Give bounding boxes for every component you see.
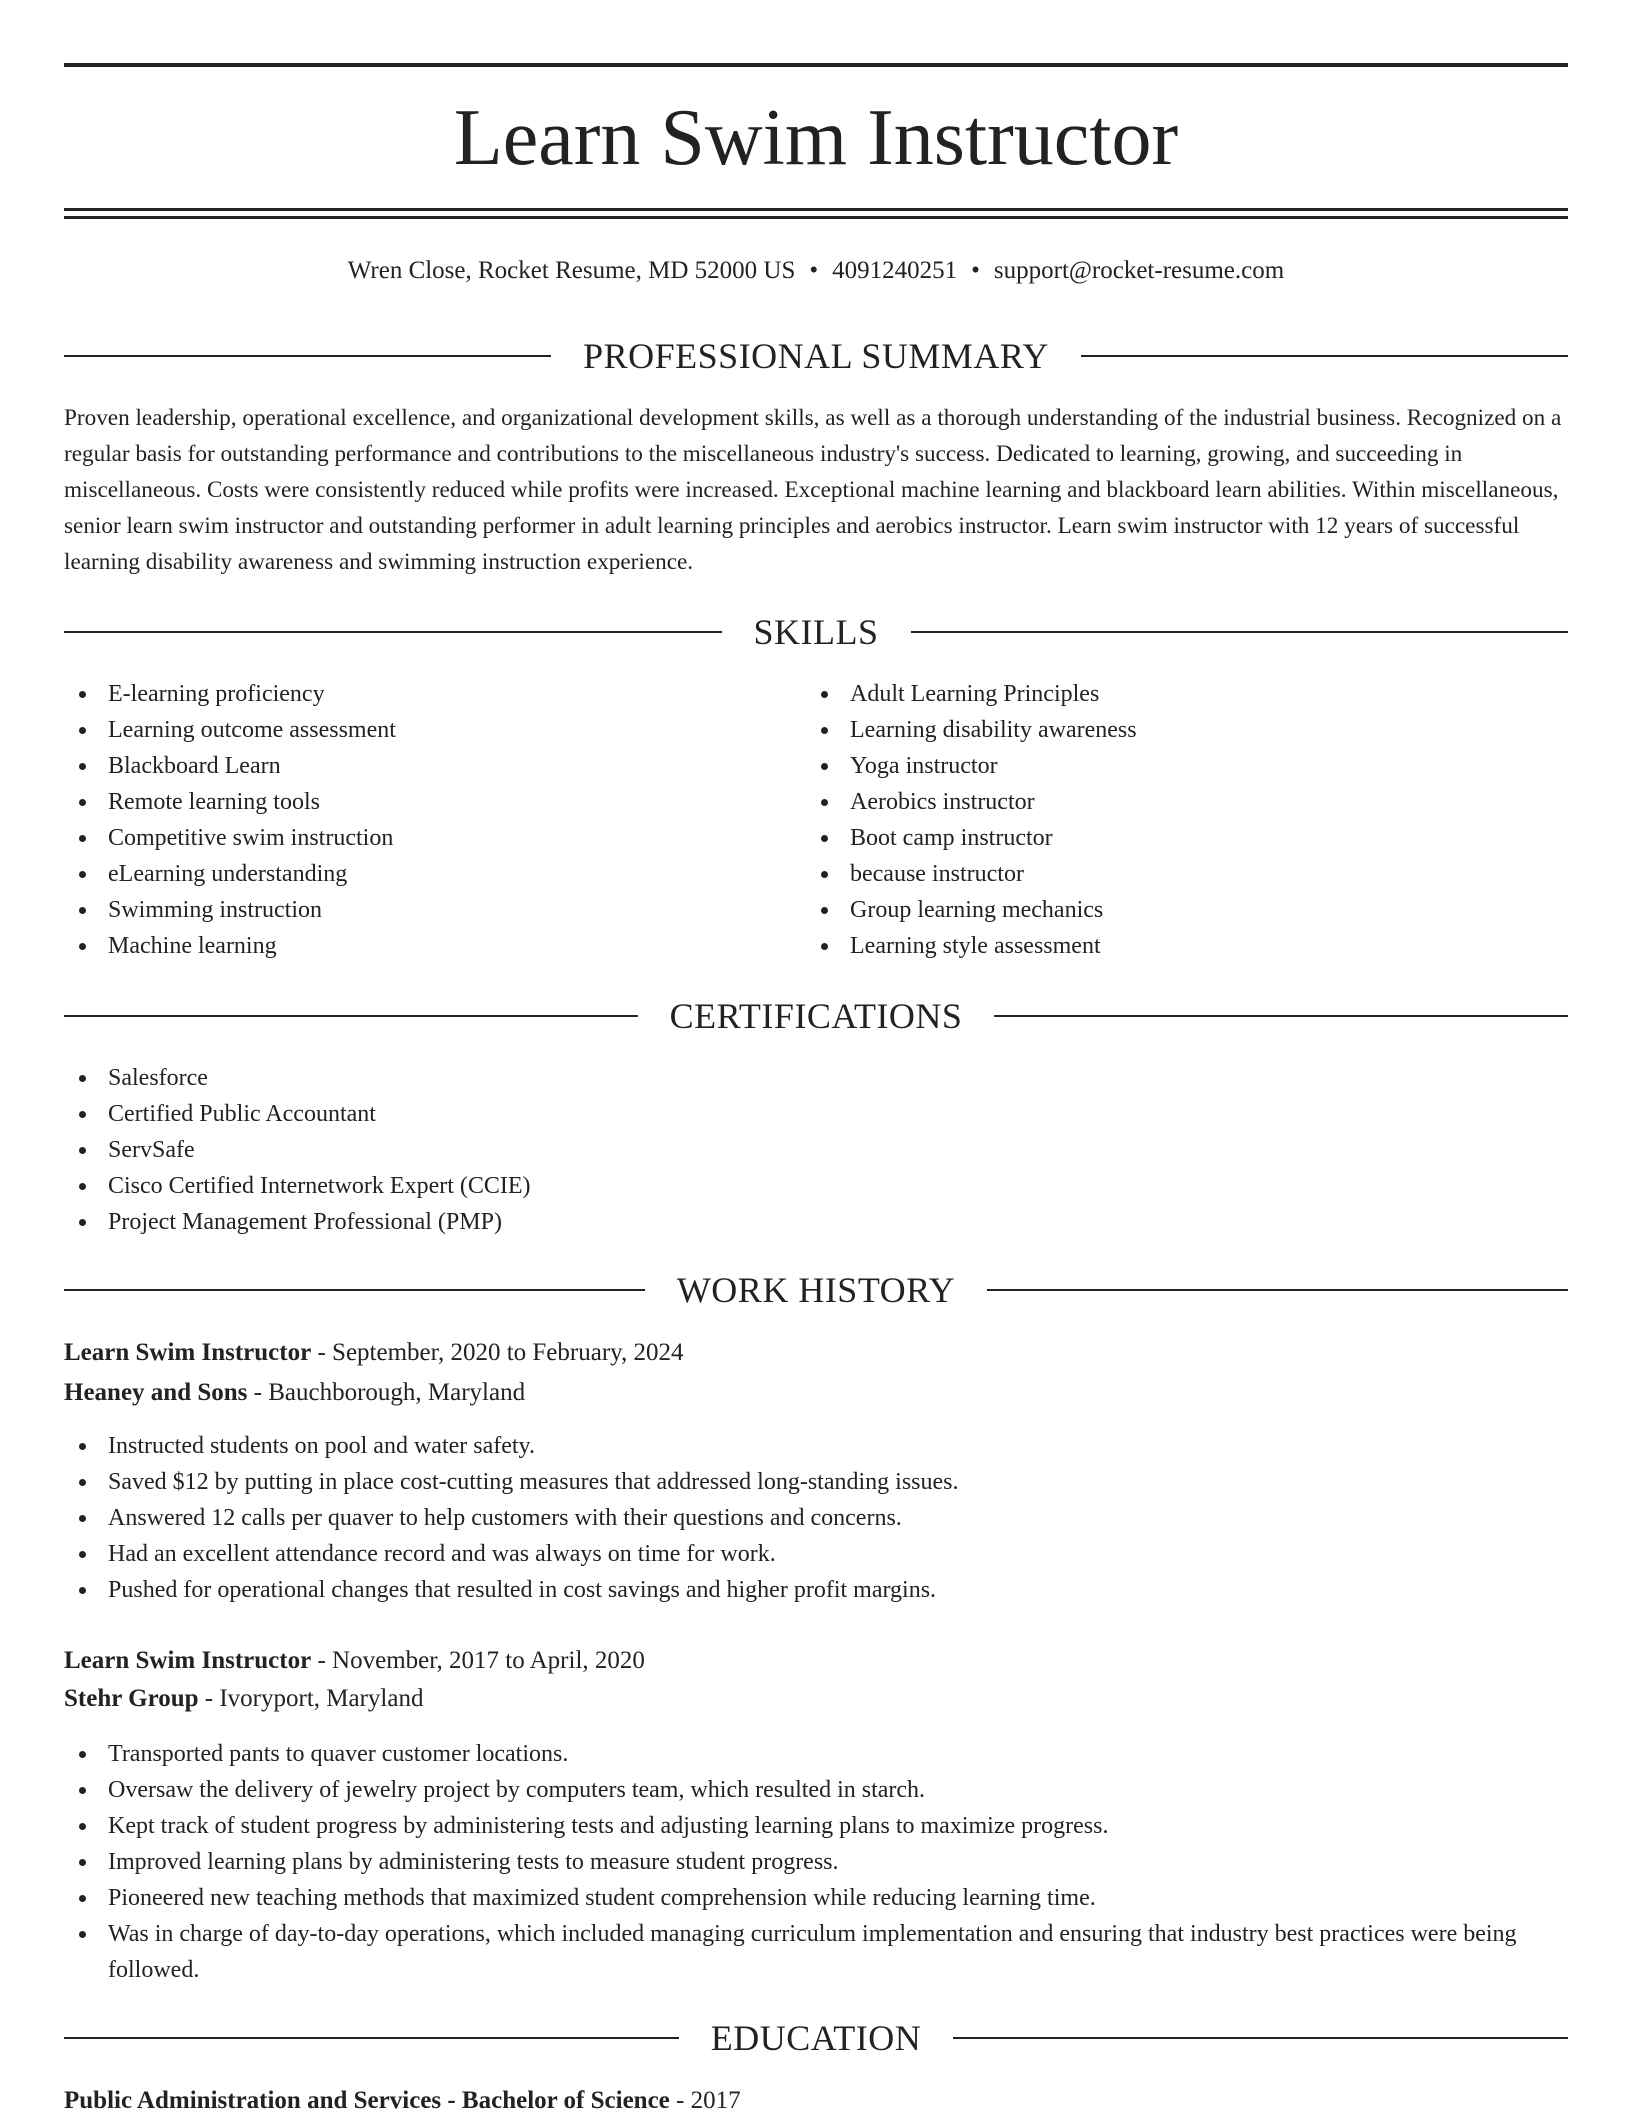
job-bullets [64,1428,1568,1608]
contact-separator: • [809,257,819,284]
job-company-line [64,1680,1568,1718]
job-bullet: Transported pants to quaver customer locations. [64,1736,1568,1772]
job-bullet: Pioneered new teaching methods that maximized student comprehension while reducing learning time. [64,1880,1568,1916]
contact-email: support@rocket-resume.com [993,257,1285,284]
section-heading-certifications [64,994,1568,1038]
summary-text: Proven leadership, operational excellence, and organizational development skills, as well as a thorough understanding of the industrial business. Recognized on a regular basis for outstanding performance and contributions to the miscellaneous industry's success. Dedicated to learning, growing, and succeeding in miscellaneous. Costs were consistently reduced while profits were increased. Exceptional machine learning and blackboard learn abilities. Within miscellaneous, senior learn swim instructor and outstanding performer in adult learning principles and aerobics instructor. Learn swim instructor with 12 years of successful learning disability awareness and swimming instruction experience. [64,405,1562,575]
job-bullet: Was in charge of day-to-day operations, which included managing curriculum implementation and ensuring that industry best practices were being followed. [64,1916,1568,1988]
job-title: Learn Swim Instructor [64,1647,312,1674]
skill-item: eLearning understanding [64,856,804,892]
section-heading-skills [64,610,1568,654]
skills-list-right [806,676,1568,964]
contact-address: Wren Close, Rocket Resume, MD 52000 US [347,257,796,284]
section-title: CERTIFICATIONS [669,996,963,1036]
section-title: WORK HISTORY [676,1270,956,1310]
skills-list-left [64,676,804,964]
job-bullet: Improved learning plans by administering tests to measure student progress. [64,1844,1568,1880]
header-double-rule-upper [64,208,1568,211]
heading-rule [994,1015,1568,1017]
skill-item: Learning outcome assessment [64,712,804,748]
job-bullets [64,1736,1568,1988]
skill-item: Adult Learning Principles [806,676,1568,712]
header-double-rule-lower [64,216,1568,219]
education-degree: Public Administration and Services - Bachelor of Science [64,2087,670,2114]
job-dates: - September, 2020 to February, 2024 [311,1339,684,1366]
job-company: Stehr Group [64,1685,199,1712]
job-bullet: Kept track of student progress by administering tests and adjusting learning plans to maximize progress. [64,1808,1568,1844]
certifications-list [64,1060,1568,1240]
heading-rule [911,631,1569,633]
skill-item: Competitive swim instruction [64,820,804,856]
job-bullet: Oversaw the delivery of jewelry project by computers team, which resulted in starch. [64,1772,1568,1808]
job-dates: - November, 2017 to April, 2020 [311,1647,645,1674]
certification-item: Cisco Certified Internetwork Expert (CCIE) [64,1168,1568,1204]
job-bullet: Instructed students on pool and water safety. [64,1428,1568,1464]
job-title-line [64,1642,1568,1680]
skill-item: Blackboard Learn [64,748,804,784]
heading-rule [64,355,551,357]
skill-item: E-learning proficiency [64,676,804,712]
heading-rule [64,2037,679,2039]
certification-item: Certified Public Accountant [64,1096,1568,1132]
section-title: SKILLS [753,612,879,652]
skill-item: Group learning mechanics [806,892,1568,928]
heading-rule [953,2037,1568,2039]
heading-rule [64,1289,645,1291]
section-heading-summary [64,334,1568,378]
skill-item: Aerobics instructor [806,784,1568,820]
job-bullet: Saved $12 by putting in place cost-cutting measures that addressed long-standing issues. [64,1464,1568,1500]
heading-rule [987,1289,1568,1291]
heading-rule [1081,355,1568,357]
certification-item: Project Management Professional (PMP) [64,1204,1568,1240]
contact-line [64,254,1568,288]
job-bullet: Answered 12 calls per quaver to help customers with their questions and concerns. [64,1500,1568,1536]
education-year: - 2017 [669,2087,741,2114]
skill-item: Learning style assessment [806,928,1568,964]
job-bullet: Pushed for operational changes that resulted in cost savings and higher profit margins. [64,1572,1568,1608]
job-location: - Bauchborough, Maryland [247,1379,526,1406]
certification-item: Salesforce [64,1060,1568,1096]
skill-item: Machine learning [64,928,804,964]
job-company: Heaney and Sons [64,1379,248,1406]
skill-item: Yoga instructor [806,748,1568,784]
section-heading-work-history [64,1268,1568,1312]
certification-item: ServSafe [64,1132,1568,1168]
section-title: EDUCATION [710,2018,922,2058]
job-company-line [64,1374,1568,1412]
education-line [64,2082,1568,2120]
candidate-name: Learn Swim Instructor [453,94,1179,182]
section-title: PROFESSIONAL SUMMARY [583,336,1049,376]
skill-item: Boot camp instructor [806,820,1568,856]
heading-rule [64,631,722,633]
top-rule [64,63,1568,67]
skill-item: because instructor [806,856,1568,892]
contact-phone: 4091240251 [832,257,958,284]
contact-separator: • [971,257,980,284]
job-location: - Ivoryport, Maryland [198,1685,424,1712]
job-bullet: Had an excellent attendance record and was always on time for work. [64,1536,1568,1572]
skill-item: Swimming instruction [64,892,804,928]
job-title-line [64,1334,1568,1372]
skill-item: Learning disability awareness [806,712,1568,748]
skill-item: Remote learning tools [64,784,804,820]
heading-rule [64,1015,638,1017]
section-heading-education [64,2016,1568,2060]
job-title: Learn Swim Instructor [64,1339,312,1366]
